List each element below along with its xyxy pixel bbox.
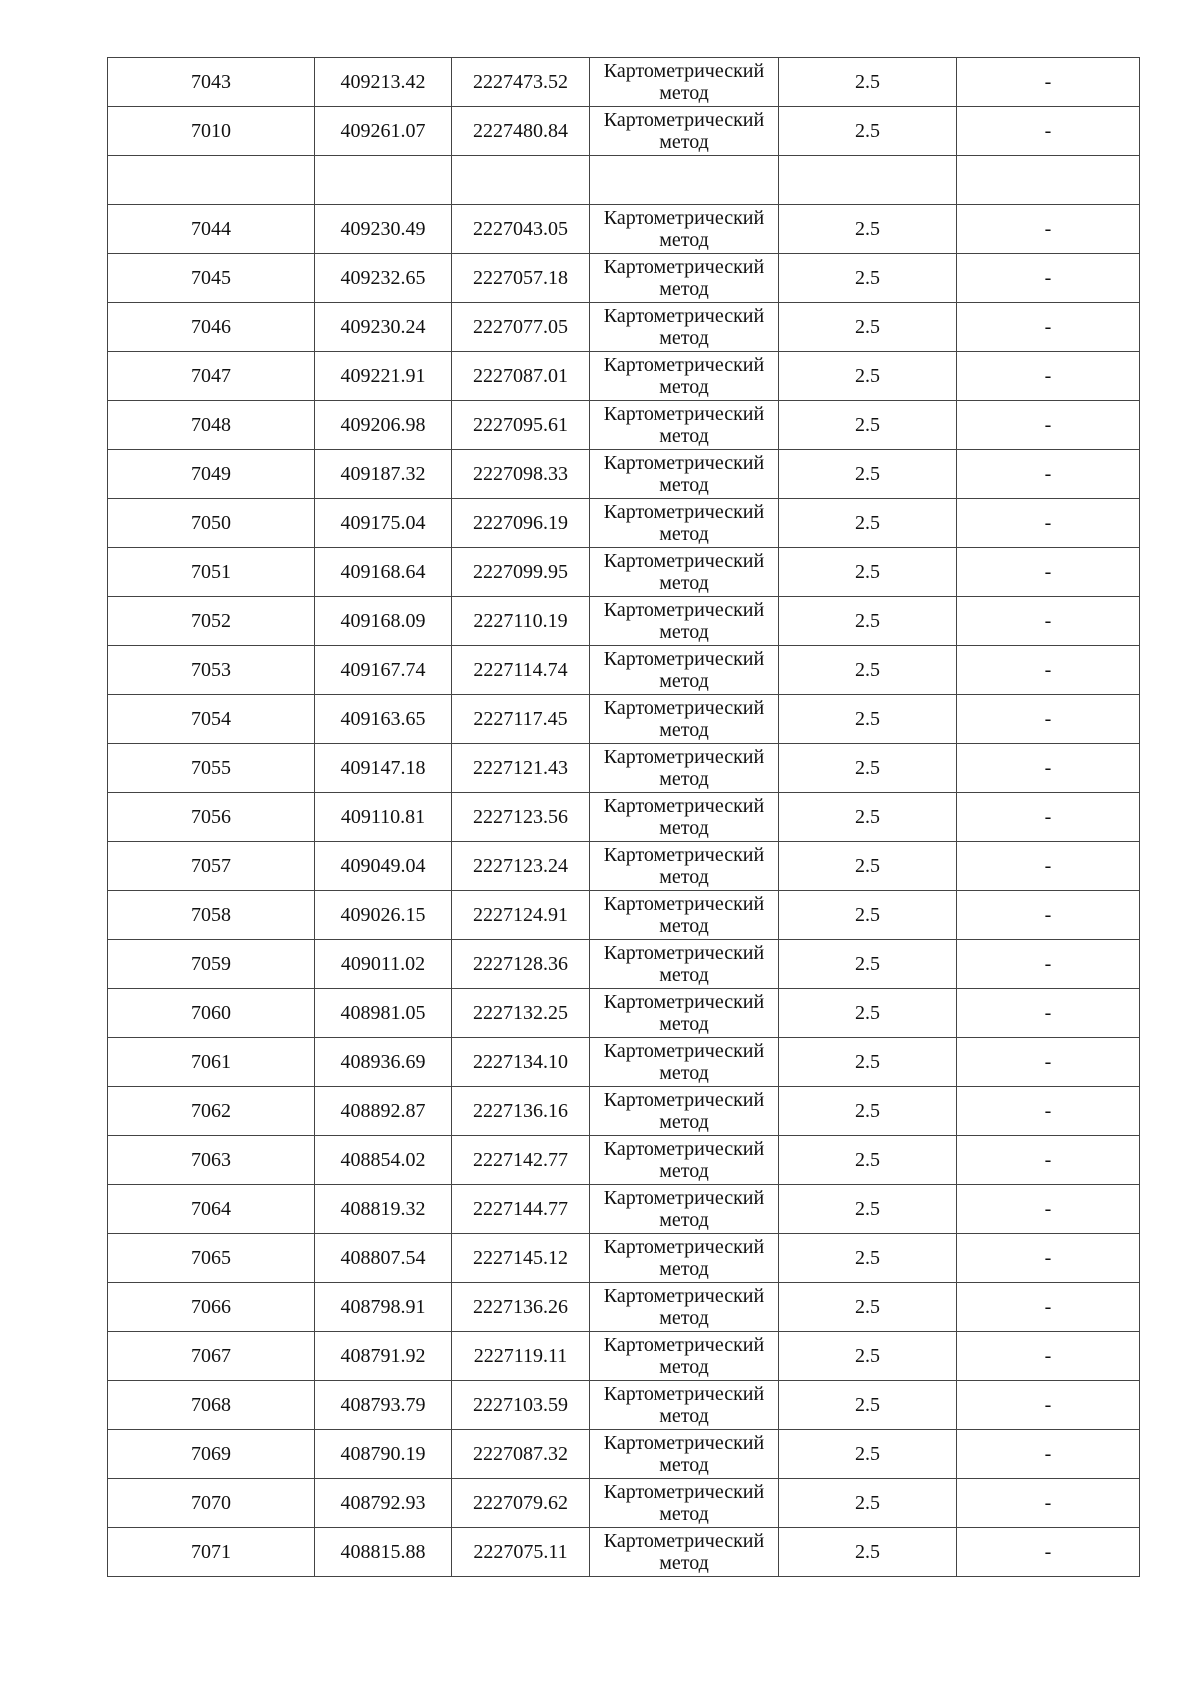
accuracy-cell: 2.5 xyxy=(779,1332,957,1381)
table-row xyxy=(108,1038,1140,1087)
table-row xyxy=(108,842,1140,891)
y-coordinate-cell: 2227123.24 xyxy=(452,842,590,891)
accuracy-cell: 2.5 xyxy=(779,1234,957,1283)
note-cell: - xyxy=(957,352,1140,401)
point-number-cell: 7069 xyxy=(108,1430,315,1479)
table-row xyxy=(108,450,1140,499)
note-cell: - xyxy=(957,499,1140,548)
table-row xyxy=(108,499,1140,548)
method-cell: Картометрический метод xyxy=(590,597,779,646)
accuracy-cell: 2.5 xyxy=(779,1479,957,1528)
table-row xyxy=(108,597,1140,646)
table-row xyxy=(108,1283,1140,1332)
accuracy-cell xyxy=(779,156,957,205)
point-number-cell: 7049 xyxy=(108,450,315,499)
accuracy-cell: 2.5 xyxy=(779,940,957,989)
accuracy-cell: 2.5 xyxy=(779,1185,957,1234)
y-coordinate-cell: 2227087.32 xyxy=(452,1430,590,1479)
y-coordinate-cell: 2227128.36 xyxy=(452,940,590,989)
note-cell: - xyxy=(957,940,1140,989)
method-cell: Картометрический метод xyxy=(590,989,779,1038)
method-cell: Картометрический метод xyxy=(590,401,779,450)
point-number-cell: 7071 xyxy=(108,1528,315,1577)
accuracy-cell: 2.5 xyxy=(779,793,957,842)
method-cell: Картометрический метод xyxy=(590,842,779,891)
x-coordinate-cell: 409168.64 xyxy=(315,548,452,597)
x-coordinate-cell: 409049.04 xyxy=(315,842,452,891)
point-number-cell: 7060 xyxy=(108,989,315,1038)
x-coordinate-cell: 409026.15 xyxy=(315,891,452,940)
accuracy-cell: 2.5 xyxy=(779,1283,957,1332)
x-coordinate-cell: 408790.19 xyxy=(315,1430,452,1479)
method-cell: Картометрический метод xyxy=(590,548,779,597)
point-number-cell: 7047 xyxy=(108,352,315,401)
y-coordinate-cell: 2227121.43 xyxy=(452,744,590,793)
note-cell xyxy=(957,156,1140,205)
point-number-cell: 7070 xyxy=(108,1479,315,1528)
method-cell: Картометрический метод xyxy=(590,744,779,793)
table-row xyxy=(108,1234,1140,1283)
note-cell: - xyxy=(957,1283,1140,1332)
y-coordinate-cell: 2227480.84 xyxy=(452,107,590,156)
y-coordinate-cell: 2227145.12 xyxy=(452,1234,590,1283)
accuracy-cell: 2.5 xyxy=(779,1136,957,1185)
y-coordinate-cell: 2227057.18 xyxy=(452,254,590,303)
method-cell: Картометрический метод xyxy=(590,646,779,695)
method-cell: Картометрический метод xyxy=(590,450,779,499)
x-coordinate-cell: 409175.04 xyxy=(315,499,452,548)
x-coordinate-cell: 409168.09 xyxy=(315,597,452,646)
table-row xyxy=(108,1430,1140,1479)
x-coordinate-cell: 409167.74 xyxy=(315,646,452,695)
y-coordinate-cell: 2227077.05 xyxy=(452,303,590,352)
accuracy-cell: 2.5 xyxy=(779,254,957,303)
x-coordinate-cell: 409221.91 xyxy=(315,352,452,401)
accuracy-cell: 2.5 xyxy=(779,989,957,1038)
x-coordinate-cell: 408892.87 xyxy=(315,1087,452,1136)
table-row xyxy=(108,254,1140,303)
x-coordinate-cell: 409206.98 xyxy=(315,401,452,450)
accuracy-cell: 2.5 xyxy=(779,107,957,156)
y-coordinate-cell: 2227095.61 xyxy=(452,401,590,450)
point-number-cell: 7048 xyxy=(108,401,315,450)
point-number-cell: 7046 xyxy=(108,303,315,352)
accuracy-cell: 2.5 xyxy=(779,58,957,107)
accuracy-cell: 2.5 xyxy=(779,1528,957,1577)
note-cell: - xyxy=(957,303,1140,352)
y-coordinate-cell: 2227075.11 xyxy=(452,1528,590,1577)
accuracy-cell: 2.5 xyxy=(779,548,957,597)
note-cell: - xyxy=(957,1381,1140,1430)
table-row xyxy=(108,646,1140,695)
note-cell: - xyxy=(957,744,1140,793)
note-cell: - xyxy=(957,205,1140,254)
method-cell: Картометрический метод xyxy=(590,1136,779,1185)
table-row xyxy=(108,793,1140,842)
y-coordinate-cell: 2227117.45 xyxy=(452,695,590,744)
note-cell: - xyxy=(957,695,1140,744)
x-coordinate-cell xyxy=(315,156,452,205)
method-cell: Картометрический метод xyxy=(590,303,779,352)
method-cell: Картометрический метод xyxy=(590,793,779,842)
note-cell: - xyxy=(957,1038,1140,1087)
table-row xyxy=(108,744,1140,793)
point-number-cell: 7043 xyxy=(108,58,315,107)
method-cell: Картометрический метод xyxy=(590,1234,779,1283)
point-number-cell: 7067 xyxy=(108,1332,315,1381)
coordinates-table xyxy=(107,57,1140,1577)
accuracy-cell: 2.5 xyxy=(779,1430,957,1479)
table-row xyxy=(108,1332,1140,1381)
y-coordinate-cell: 2227103.59 xyxy=(452,1381,590,1430)
point-number-cell: 7052 xyxy=(108,597,315,646)
note-cell: - xyxy=(957,1136,1140,1185)
accuracy-cell: 2.5 xyxy=(779,499,957,548)
point-number-cell: 7063 xyxy=(108,1136,315,1185)
point-number-cell: 7054 xyxy=(108,695,315,744)
method-cell: Картометрический метод xyxy=(590,205,779,254)
x-coordinate-cell: 409261.07 xyxy=(315,107,452,156)
note-cell: - xyxy=(957,1234,1140,1283)
method-cell: Картометрический метод xyxy=(590,891,779,940)
x-coordinate-cell: 409232.65 xyxy=(315,254,452,303)
note-cell: - xyxy=(957,548,1140,597)
table-body xyxy=(108,58,1140,1577)
y-coordinate-cell: 2227110.19 xyxy=(452,597,590,646)
y-coordinate-cell: 2227124.91 xyxy=(452,891,590,940)
point-number-cell: 7065 xyxy=(108,1234,315,1283)
table-row xyxy=(108,989,1140,1038)
method-cell xyxy=(590,156,779,205)
method-cell: Картометрический метод xyxy=(590,1087,779,1136)
y-coordinate-cell: 2227134.10 xyxy=(452,1038,590,1087)
y-coordinate-cell: 2227119.11 xyxy=(452,1332,590,1381)
method-cell: Картометрический метод xyxy=(590,695,779,744)
table-row xyxy=(108,107,1140,156)
y-coordinate-cell: 2227087.01 xyxy=(452,352,590,401)
y-coordinate-cell: 2227136.16 xyxy=(452,1087,590,1136)
point-number-cell: 7045 xyxy=(108,254,315,303)
table-row xyxy=(108,1136,1140,1185)
note-cell: - xyxy=(957,1528,1140,1577)
point-number-cell: 7044 xyxy=(108,205,315,254)
accuracy-cell: 2.5 xyxy=(779,695,957,744)
y-coordinate-cell: 2227096.19 xyxy=(452,499,590,548)
y-coordinate-cell: 2227123.56 xyxy=(452,793,590,842)
x-coordinate-cell: 409230.24 xyxy=(315,303,452,352)
method-cell: Картометрический метод xyxy=(590,1332,779,1381)
point-number-cell: 7061 xyxy=(108,1038,315,1087)
y-coordinate-cell: 2227043.05 xyxy=(452,205,590,254)
y-coordinate-cell: 2227098.33 xyxy=(452,450,590,499)
table-row xyxy=(108,58,1140,107)
table-row xyxy=(108,1381,1140,1430)
x-coordinate-cell: 409230.49 xyxy=(315,205,452,254)
y-coordinate-cell: 2227144.77 xyxy=(452,1185,590,1234)
accuracy-cell: 2.5 xyxy=(779,303,957,352)
point-number-cell: 7050 xyxy=(108,499,315,548)
note-cell: - xyxy=(957,1430,1140,1479)
x-coordinate-cell: 408936.69 xyxy=(315,1038,452,1087)
table-row xyxy=(108,205,1140,254)
x-coordinate-cell: 408854.02 xyxy=(315,1136,452,1185)
table-row xyxy=(108,352,1140,401)
note-cell: - xyxy=(957,401,1140,450)
point-number-cell: 7066 xyxy=(108,1283,315,1332)
accuracy-cell: 2.5 xyxy=(779,1038,957,1087)
point-number-cell: 7055 xyxy=(108,744,315,793)
y-coordinate-cell xyxy=(452,156,590,205)
x-coordinate-cell: 408792.93 xyxy=(315,1479,452,1528)
accuracy-cell: 2.5 xyxy=(779,401,957,450)
table-row xyxy=(108,548,1140,597)
table-row xyxy=(108,303,1140,352)
note-cell: - xyxy=(957,891,1140,940)
table-row xyxy=(108,1528,1140,1577)
table-row xyxy=(108,1185,1140,1234)
method-cell: Картометрический метод xyxy=(590,58,779,107)
point-number-cell: 7068 xyxy=(108,1381,315,1430)
point-number-cell: 7064 xyxy=(108,1185,315,1234)
x-coordinate-cell: 408791.92 xyxy=(315,1332,452,1381)
y-coordinate-cell: 2227132.25 xyxy=(452,989,590,1038)
note-cell: - xyxy=(957,1087,1140,1136)
table-row xyxy=(108,891,1140,940)
table-row xyxy=(108,1479,1140,1528)
point-number-cell: 7057 xyxy=(108,842,315,891)
accuracy-cell: 2.5 xyxy=(779,450,957,499)
method-cell: Картометрический метод xyxy=(590,1528,779,1577)
point-number-cell: 7056 xyxy=(108,793,315,842)
note-cell: - xyxy=(957,450,1140,499)
accuracy-cell: 2.5 xyxy=(779,1087,957,1136)
x-coordinate-cell: 409147.18 xyxy=(315,744,452,793)
table-row xyxy=(108,1087,1140,1136)
note-cell: - xyxy=(957,793,1140,842)
accuracy-cell: 2.5 xyxy=(779,891,957,940)
accuracy-cell: 2.5 xyxy=(779,646,957,695)
point-number-cell: 7010 xyxy=(108,107,315,156)
y-coordinate-cell: 2227114.74 xyxy=(452,646,590,695)
method-cell: Картометрический метод xyxy=(590,1479,779,1528)
point-number-cell: 7053 xyxy=(108,646,315,695)
accuracy-cell: 2.5 xyxy=(779,597,957,646)
x-coordinate-cell: 408807.54 xyxy=(315,1234,452,1283)
y-coordinate-cell: 2227099.95 xyxy=(452,548,590,597)
accuracy-cell: 2.5 xyxy=(779,352,957,401)
y-coordinate-cell: 2227473.52 xyxy=(452,58,590,107)
note-cell: - xyxy=(957,107,1140,156)
x-coordinate-cell: 409187.32 xyxy=(315,450,452,499)
note-cell: - xyxy=(957,646,1140,695)
note-cell: - xyxy=(957,1185,1140,1234)
note-cell: - xyxy=(957,1332,1140,1381)
x-coordinate-cell: 409110.81 xyxy=(315,793,452,842)
table-row xyxy=(108,401,1140,450)
note-cell: - xyxy=(957,989,1140,1038)
method-cell: Картометрический метод xyxy=(590,1430,779,1479)
method-cell: Картометрический метод xyxy=(590,1381,779,1430)
note-cell: - xyxy=(957,254,1140,303)
point-number-cell: 7062 xyxy=(108,1087,315,1136)
method-cell: Картометрический метод xyxy=(590,254,779,303)
x-coordinate-cell: 408819.32 xyxy=(315,1185,452,1234)
method-cell: Картометрический метод xyxy=(590,107,779,156)
point-number-cell: 7058 xyxy=(108,891,315,940)
x-coordinate-cell: 409213.42 xyxy=(315,58,452,107)
method-cell: Картометрический метод xyxy=(590,940,779,989)
x-coordinate-cell: 408793.79 xyxy=(315,1381,452,1430)
accuracy-cell: 2.5 xyxy=(779,842,957,891)
x-coordinate-cell: 408815.88 xyxy=(315,1528,452,1577)
table-row xyxy=(108,695,1140,744)
accuracy-cell: 2.5 xyxy=(779,1381,957,1430)
x-coordinate-cell: 408798.91 xyxy=(315,1283,452,1332)
point-number-cell: 7059 xyxy=(108,940,315,989)
note-cell: - xyxy=(957,1479,1140,1528)
method-cell: Картометрический метод xyxy=(590,352,779,401)
note-cell: - xyxy=(957,842,1140,891)
method-cell: Картометрический метод xyxy=(590,1038,779,1087)
x-coordinate-cell: 408981.05 xyxy=(315,989,452,1038)
method-cell: Картометрический метод xyxy=(590,1283,779,1332)
x-coordinate-cell: 409163.65 xyxy=(315,695,452,744)
y-coordinate-cell: 2227136.26 xyxy=(452,1283,590,1332)
point-number-cell xyxy=(108,156,315,205)
x-coordinate-cell: 409011.02 xyxy=(315,940,452,989)
y-coordinate-cell: 2227142.77 xyxy=(452,1136,590,1185)
point-number-cell: 7051 xyxy=(108,548,315,597)
table-row xyxy=(108,940,1140,989)
method-cell: Картометрический метод xyxy=(590,1185,779,1234)
note-cell: - xyxy=(957,58,1140,107)
table-row xyxy=(108,156,1140,205)
y-coordinate-cell: 2227079.62 xyxy=(452,1479,590,1528)
accuracy-cell: 2.5 xyxy=(779,744,957,793)
note-cell: - xyxy=(957,597,1140,646)
method-cell: Картометрический метод xyxy=(590,499,779,548)
accuracy-cell: 2.5 xyxy=(779,205,957,254)
